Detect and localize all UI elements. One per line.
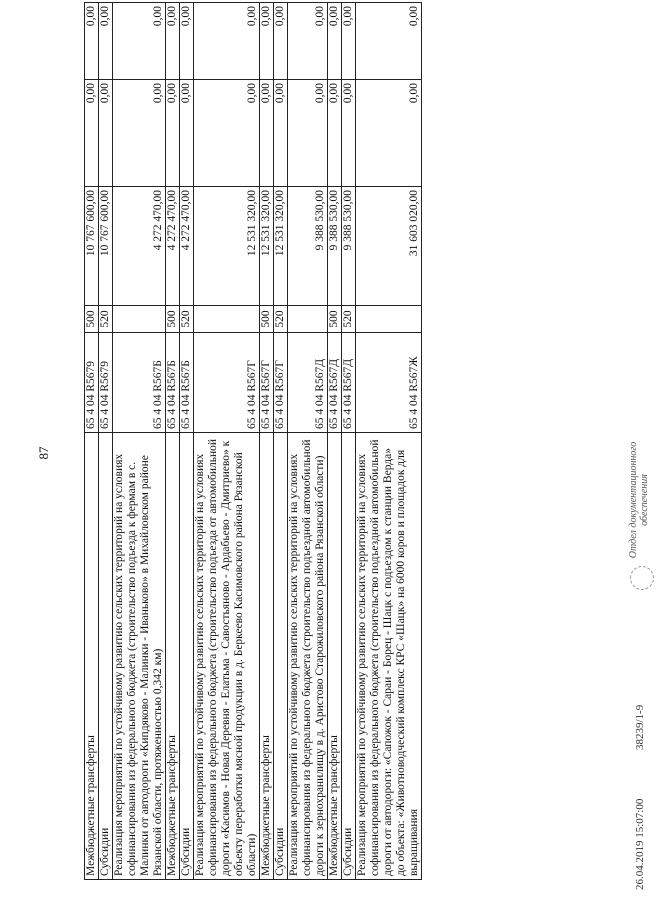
cell-type	[356, 306, 422, 333]
table-row	[274, 3, 288, 880]
cell-v1: 12 531 320,00	[274, 187, 288, 306]
footer-date: 26.04.2019 15:07:00	[634, 798, 646, 890]
table-row	[260, 3, 274, 880]
cell-type: 500	[328, 306, 342, 333]
cell-v1: 4 272 470,00	[166, 187, 180, 306]
footer-doc-code: 38239/1-9	[634, 704, 646, 750]
cell-type: 520	[274, 306, 288, 333]
cell-code: 65 4 04 R567Д	[342, 333, 356, 433]
cell-v2: 0,00	[260, 80, 274, 187]
cell-desc: Субсидии	[342, 433, 356, 880]
cell-desc: Реализация мероприятий по устойчивому развитию сельских территорий на условиях софинансирования из федерального бюджета (строительство подъездной автомобильной дороги к зернохранилищу в д. Аристово Старожиловского района Рязанской области)	[288, 433, 328, 880]
cell-v1: 10 767 600,00	[85, 187, 99, 306]
cell-v3: 0,00	[260, 3, 274, 80]
cell-v2: 0,00	[99, 80, 113, 187]
cell-type: 520	[342, 306, 356, 333]
cell-type	[288, 306, 328, 333]
cell-code: 65 4 04 R567Д	[288, 333, 328, 433]
cell-v2: 0,00	[166, 80, 180, 187]
cell-v3: 0,00	[113, 3, 166, 80]
cell-desc: Межбюджетные трансферты	[328, 433, 342, 880]
cell-v1: 4 272 470,00	[113, 187, 166, 306]
table-row	[356, 3, 422, 880]
cell-v1: 9 388 530,00	[288, 187, 328, 306]
table-row	[328, 3, 342, 880]
stamp-line-2: обеспечения	[639, 474, 650, 526]
cell-v1: 9 388 530,00	[328, 187, 342, 306]
cell-type	[113, 306, 166, 333]
cell-desc: Межбюджетные трансферты	[85, 433, 99, 880]
cell-v1: 12 531 320,00	[194, 187, 260, 306]
cell-type: 500	[260, 306, 274, 333]
cell-type: 520	[180, 306, 194, 333]
cell-desc: Реализация мероприятий по устойчивому развитию сельских территорий на условиях софинансирования из федерального бюджета (строительство подъездной автомобильной дороги от автодороги: «Сапожок - Сараи - Борец - Шацк с подъездом к станции Верда» до объекта: «Животноводческий комплекс КРС «Шацк» на 6000 коров и площадок для выращивания	[356, 433, 422, 880]
cell-v1: 31 603 020,00	[356, 187, 422, 306]
cell-code: 65 4 04 R567Г	[260, 333, 274, 433]
budget-table-container	[84, 6, 604, 880]
cell-code: 65 4 04 R567Б	[180, 333, 194, 433]
table-row	[180, 3, 194, 880]
cell-v1: 4 272 470,00	[180, 187, 194, 306]
cell-v2: 0,00	[113, 80, 166, 187]
cell-v3: 0,00	[166, 3, 180, 80]
cell-v2: 0,00	[328, 80, 342, 187]
cell-v3: 0,00	[180, 3, 194, 80]
cell-code: 65 4 04 R5679	[99, 333, 113, 433]
cell-v3: 0,00	[328, 3, 342, 80]
cell-desc: Субсидии	[180, 433, 194, 880]
cell-code: 65 4 04 R567Г	[194, 333, 260, 433]
cell-v2: 0,00	[274, 80, 288, 187]
cell-type: 500	[85, 306, 99, 333]
cell-desc: Реализация мероприятий по устойчивому развитию сельских территорий на условиях софинансирования из федерального бюджета (строительство подъезда к фермам в с. Малинки от автодороги «Кипдяково - Малинки - Иваньково» в Михайловском районе Рязанской области, протяженностью 0,342 км)	[113, 433, 166, 880]
cell-desc: Межбюджетные трансферты	[260, 433, 274, 880]
cell-v3: 0,00	[356, 3, 422, 80]
cell-desc: Межбюджетные трансферты	[166, 433, 180, 880]
stamp-line-1: Отдел документационного	[628, 441, 639, 559]
stamp-seal-icon	[630, 566, 654, 590]
cell-v1: 9 388 530,00	[342, 187, 356, 306]
cell-type: 520	[99, 306, 113, 333]
cell-v2: 0,00	[180, 80, 194, 187]
table-row	[166, 3, 180, 880]
cell-v3: 0,00	[342, 3, 356, 80]
cell-v2: 0,00	[356, 80, 422, 187]
cell-v2: 0,00	[85, 80, 99, 187]
department-stamp	[628, 440, 650, 560]
cell-type: 500	[166, 306, 180, 333]
cell-v3: 0,00	[274, 3, 288, 80]
cell-desc: Реализация мероприятий по устойчивому развитию сельских территорий на условиях софинансирования из федерального бюджета (строительство подъезда от автомобильной дороги «Касимов - Новая Деревня - Елатьма - Савостьяново - Ардабьево - Дмитриево» к объекту переработки мясной продукции в д. Беркеево Касимовского района Рязанской области)	[194, 433, 260, 880]
budget-table	[84, 2, 422, 880]
cell-v1: 10 767 600,00	[99, 187, 113, 306]
table-row	[288, 3, 328, 880]
page-number: 87	[36, 446, 51, 460]
table-row	[342, 3, 356, 880]
cell-code: 65 4 04 R5679	[85, 333, 99, 433]
table-row	[85, 3, 99, 880]
cell-code: 65 4 04 R567Ж	[356, 333, 422, 433]
cell-v3: 0,00	[194, 3, 260, 80]
cell-v1: 12 531 320,00	[260, 187, 274, 306]
footer	[628, 370, 668, 890]
table-row	[194, 3, 260, 880]
cell-v3: 0,00	[99, 3, 113, 80]
cell-desc: Субсидии	[274, 433, 288, 880]
cell-type	[194, 306, 260, 333]
table-row	[99, 3, 113, 880]
cell-code: 65 4 04 R567Г	[274, 333, 288, 433]
cell-v2: 0,00	[288, 80, 328, 187]
cell-code: 65 4 04 R567Б	[166, 333, 180, 433]
cell-code: 65 4 04 R567Д	[328, 333, 342, 433]
cell-v3: 0,00	[85, 3, 99, 80]
cell-code: 65 4 04 R567Б	[113, 333, 166, 433]
cell-v3: 0,00	[288, 3, 328, 80]
table-row	[113, 3, 166, 880]
cell-v2: 0,00	[194, 80, 260, 187]
cell-v2: 0,00	[342, 80, 356, 187]
cell-desc: Субсидии	[99, 433, 113, 880]
